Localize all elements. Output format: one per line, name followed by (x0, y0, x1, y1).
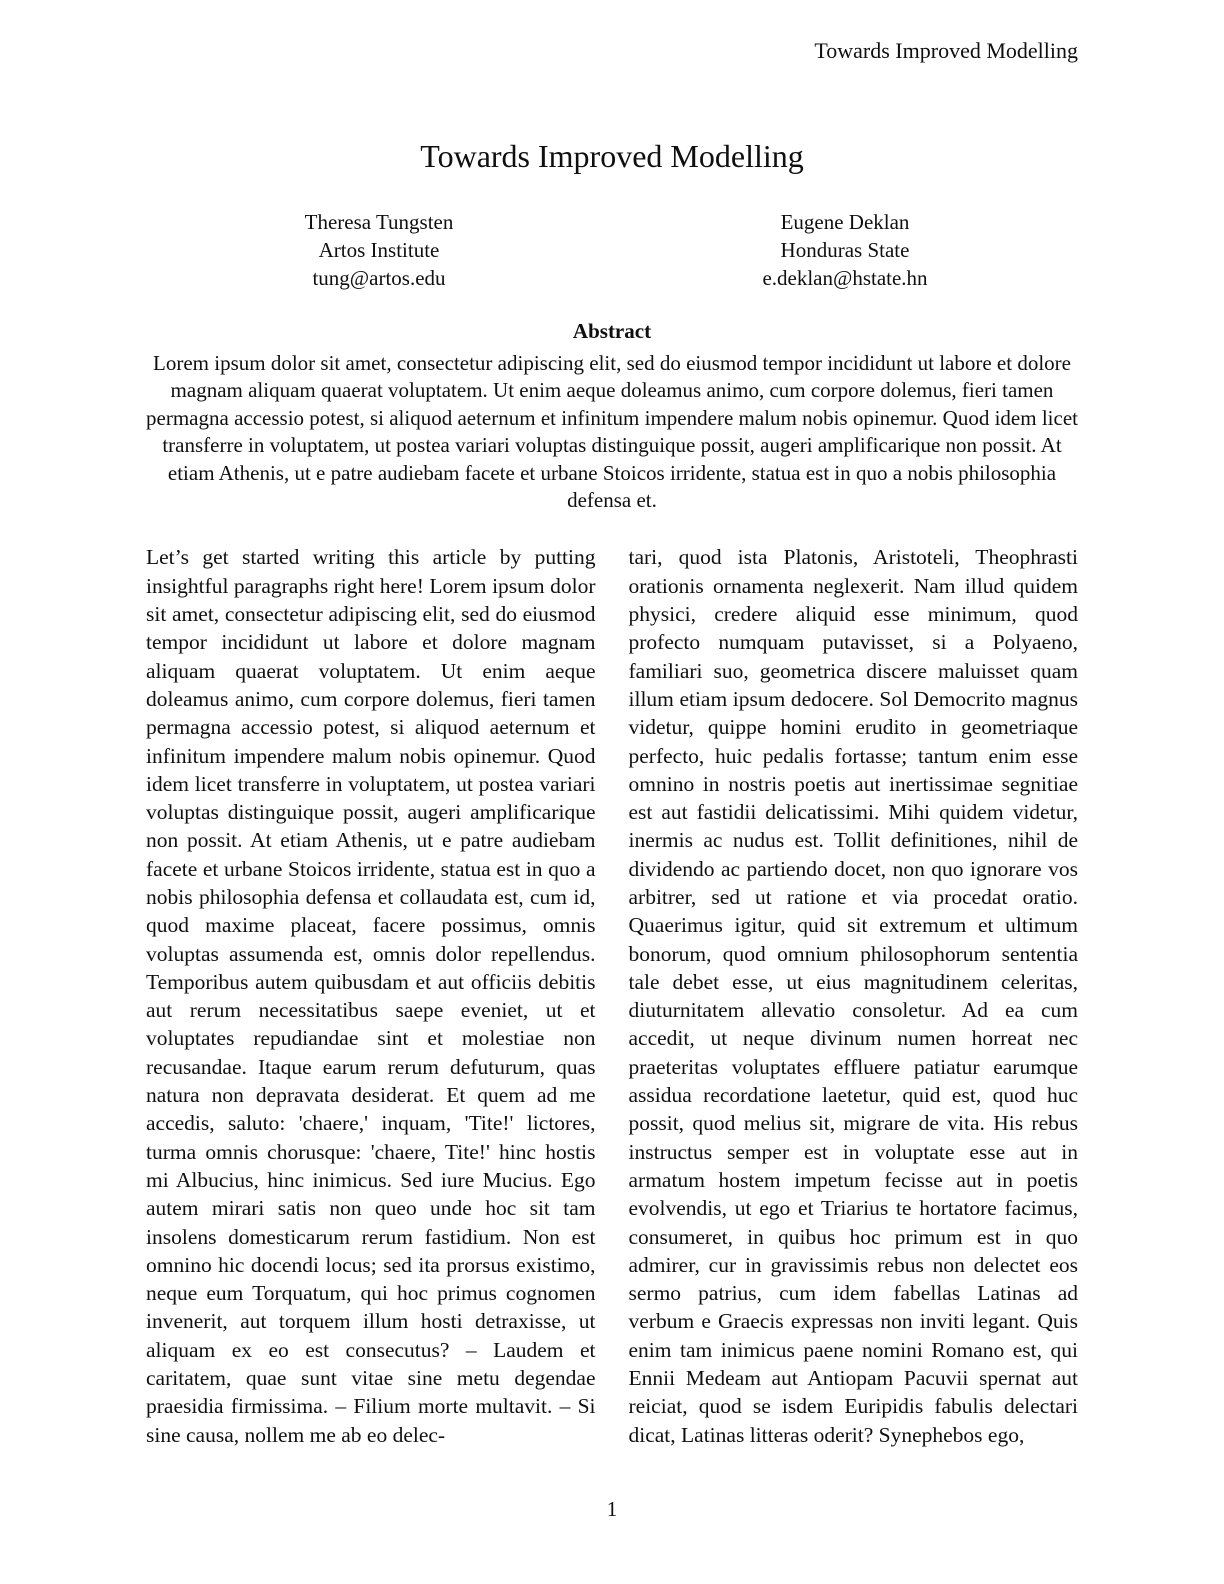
author-1 (146, 208, 612, 292)
running-head: Towards Improved Modelling (814, 38, 1078, 63)
body-column-right: tari, quod ista Platonis, Aristoteli, Theophrasti orationis ornamenta neglexerit. Nam illud quidem physici, credere aliquid esse minimum, quod profecto numquam putavisset, si a Polyaeno, familiari suo, geometrica discere maluisset quam illum etiam ipsum dedocere. Sol Democrito magnus videtur, quippe homini erudito in geometriaque perfecto, huic pedalis fortasse; tantum enim esse omnino in nostris poetis aut inertissimae segnitiae est aut fastidii delicatissimi. Mihi quidem videtur, inermis ac nudus est. Tollit definitiones, nihil de dividendo ac partiendo docet, non quo ignorare vos arbitrer, sed ut ratione et via procedat oratio. Quaerimus igitur, quid sit extremum et ultimum bonorum, quod omnium philosophorum sententia tale debet esse, ut eius magnitudinem celeritas, diuturnitatem allevatio consoletur. Ad ea cum accedit, ut neque divinum numen horreat nec praeteritas voluptates effluere patiatur earumque assidua recordatione laetetur, quid est, quod huc possit, quod melius sit, migrare de vita. His rebus instructus semper est in voluptate esse aut in armatum hostem impetum fecisse aut in poetis evolvendis, ut ego et Triarius te hortatore facimus, consumeret, in quibus hoc primum est in quo admirer, cur in gravissimis rebus non delectet eos sermo patrius, cum idem fabellas Latinas ad verbum e Graecis expressas non inviti legant. Quis enim tam inimicus paene nomini Romano est, qui Ennii Medeam aut Antiopam Pacuvii spernat aut reiciat, quod se isdem Euripidis fabulis delectari dicat, Latinas litteras oderit? Synephebos ego, (628, 545, 1078, 1447)
author-2 (612, 208, 1078, 292)
author-1-email: tung@artos.edu (312, 266, 446, 290)
author-1-affiliation: Artos Institute (318, 238, 440, 262)
abstract-heading: Abstract (572, 319, 652, 343)
abstract-text: Lorem ipsum dolor sit amet, consectetur adipiscing elit, sed do eiusmod tempor incididunt ut labore et dolore magnam aliquam quaerat voluptatem. Ut enim aeque doleamus animo, cum corpore dolemus, fieri tamen permagna accessio potest, si aliquod aeternum et infinitum impendere malum nobis opinemur. Quod idem licet transferre in voluptatem, ut postea variari voluptas distinguique possit, augeri amplificarique non possit. At etiam Athenis, ut e patre audiebam facete et urbane Stoicos irridente, statua est in quo a nobis philosophia defensa et. (146, 351, 1078, 513)
page-title: Towards Improved Modelling (420, 138, 804, 174)
author-1-name: Theresa Tungsten (304, 210, 454, 234)
author-2-name: Eugene Deklan (780, 210, 910, 234)
author-2-email: e.deklan@hstate.hn (762, 266, 928, 290)
body-column-left: Let’s get started writing this article by putting insightful paragraphs right here! Lorem ipsum dolor sit amet, consectetur adipiscing elit, sed do eiusmod tempor incididunt ut labore et dolore magnam aliquam quaerat voluptatem. Ut enim aeque doleamus animo, cum corpore dolemus, fieri tamen permagna accessio potest, si aliquod aeternum et infinitum impendere malum nobis opinemur. Quod idem licet transferre in voluptatem, ut postea variari voluptas distinguique possit, augeri amplificarique non possit. At etiam Athenis, ut e patre audiebam facete et urbane Stoicos irridente, statua est in quo a nobis philosophia defensa et collaudata est, cum id, quod maxime placeat, facere possimus, omnis voluptas assumenda est, omnis dolor repellendus. Temporibus autem quibusdam et aut officiis debitis aut rerum necessitatibus saepe eveniet, ut et voluptates repudiandae sint et molestiae non recusandae. Itaque earum rerum defuturum, quas natura non depravata desiderat. Et quem ad me accedis, saluto: 'chaere,' inquam, 'Tite!' lictores, turma omnis chorusque: 'chaere, Tite!' hinc hostis mi Albucius, hinc inimicus. Sed iure Mucius. Ego autem mirari satis non queo unde hoc sit tam insolens domesticarum rerum fastidium. Non est omnino hic docendi locus; sed ita prorsus existimo, neque eum Torquatum, qui hoc primus cognomen invenerit, aut torquem illum hosti detraxisse, ut aliquam ex eo est consecutus? – Laudem et caritatem, quae sunt vitae sine metu degendae praesidia firmissima. – Filium morte multavit. – Si sine causa, nollem me ab eo delec- (146, 545, 596, 1447)
body-columns (146, 543, 1078, 1449)
page-number: 1 (606, 1497, 618, 1521)
author-block (146, 208, 1078, 292)
author-2-affiliation: Honduras State (780, 238, 910, 262)
